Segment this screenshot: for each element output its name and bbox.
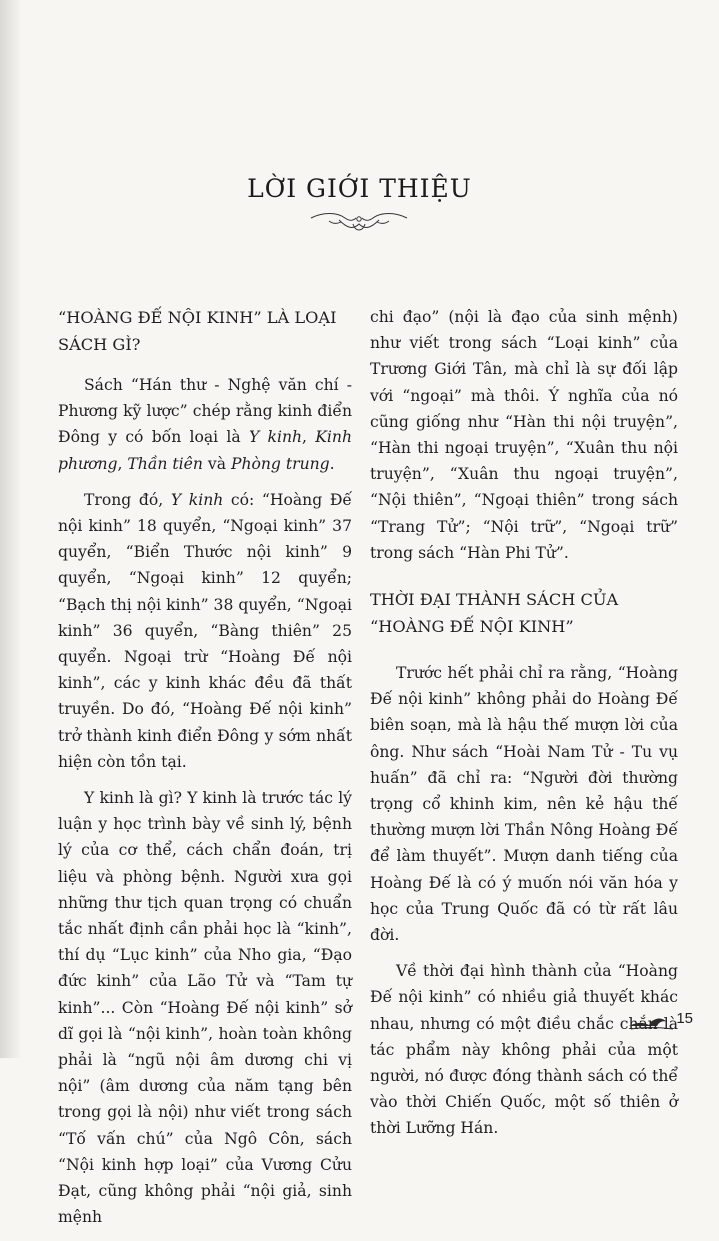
page-number-ornament-icon bbox=[627, 1010, 675, 1032]
text-run: . bbox=[329, 454, 335, 473]
text-run: và bbox=[202, 454, 231, 473]
italic-text: Phòng trung bbox=[230, 454, 330, 473]
italic-text: Y kinh bbox=[248, 428, 303, 447]
page-number: 15 bbox=[676, 1010, 693, 1027]
italic-text: Kinh phương bbox=[58, 428, 352, 473]
gutter-shadow bbox=[0, 0, 22, 1058]
paragraph-continued: chi đạo” (nội là đạo của sinh mệnh) như viết trong sách “Loại kinh” của Trương Giới Tân, mà chỉ là sự đối lập với “ngoại” mà thôi. Ý nghĩa của nó cũng giống như “Hàn thi nội truyện”, “Hàn thi ngoại truyện”, “Xuân thu nội truyện”, “Xuân thu ngoại truyện”, “Nội thiên”, “Ngoại thiên” trong sách “Trang Tử”; “Nội trữ”, “Ngoại trữ” trong sách “Hàn Phi Tử”. bbox=[370, 308, 678, 562]
text-run: có: “Hoàng Đế nội kinh” 18 quyển, “Ngoại kinh” 37 quyển, “Biển Thước nội kinh” 9 quyển, “Ngoại kinh” 12 quyển; “Bạch thị nội kinh” 38 quyển, “Ngoại kinh” 36 quyển, “Bàng thiên” 25 quyển. Ngoại trừ “Hoàng Đế nội kinh”, các y kinh khác đều đã thất truyền. Do đó, “Hoàng Đế nội kinh” trở thành kinh điển Đông y sớm nhất hiện còn tồn tại. bbox=[58, 490, 352, 771]
text-run: , bbox=[117, 454, 128, 473]
paragraph bbox=[58, 372, 352, 477]
left-column bbox=[58, 304, 352, 1241]
paragraph: Về thời đại hình thành của “Hoàng Đế nội kinh” có nhiều giả thuyết khác nhau, nhưng có một điều chắc chắn là tác phẩm này không phải của một người, nó được đóng thành sách có thể vào thời Chiến Quốc, một số thiên ở thời Lưỡng Hán. bbox=[370, 962, 678, 1138]
text-run: Sách “Hán thư - Nghệ văn chí - Phương kỹ lược” chép rằng kinh điển Đông y có bốn loại là bbox=[58, 376, 352, 447]
paragraph: Y kinh là gì? Y kinh là trước tác lý luận y học trình bày về sinh lý, bệnh lý của cơ thể, cách chẩn đoán, trị liệu và phòng bệnh. Người xưa gọi những thư tịch quan trọng có chuẩn tắc nhất định cần phải học là “kinh”, thí dụ “Lục kinh” của Nho gia, “Đạo đức kinh” của Lão Tử và “Tam tự kinh”... Còn “Hoàng Đế nội kinh” sở dĩ gọi là “nội kinh”, hoàn toàn không phải là “ngũ nội âm dương chi vị nội” (âm dương của năm tạng bên trong gọi là nội) như viết trong sách “Tố vấn chú” của Ngô Côn, sách “Nội kinh hợp loại” của Vương Cửu Đạt, cũng không phải “nội giả, sinh mệnh bbox=[58, 789, 352, 1227]
section-heading-1: “HOÀNG ĐẾ NỘI KINH” LÀ LOẠI SÁCH GÌ? bbox=[58, 308, 337, 354]
text-run: , bbox=[302, 428, 316, 447]
italic-text: Y kinh bbox=[170, 490, 224, 509]
page-title: LỜI GIỚI THIỆU bbox=[247, 174, 472, 203]
italic-text: Thần tiên bbox=[127, 454, 203, 473]
section-heading-2: THỜI ĐẠI THÀNH SÁCH CỦA “HOÀNG ĐẾ NỘI KINH” bbox=[370, 590, 619, 637]
text-run: Trong đó, bbox=[84, 490, 171, 509]
paragraph bbox=[58, 487, 352, 775]
paragraph: Trước hết phải chỉ ra rằng, “Hoàng Đế nội kinh” không phải do Hoàng Đế biên soạn, mà là hậu thế mượn lời của ông. Như sách “Hoài Nam Tử - Tu vụ huấn” đã chỉ ra: “Người đời thường trọng cổ khinh kim, nên kẻ hậu thế thường mượn lời Thần Nông Hoàng Đế để làm thuyết”. Mượn danh tiếng của Hoàng Đế là có ý muốn nói văn hóa y học của Trung Quốc đã có từ rất lâu đời. bbox=[370, 664, 678, 945]
title-ornament-icon bbox=[309, 208, 409, 234]
